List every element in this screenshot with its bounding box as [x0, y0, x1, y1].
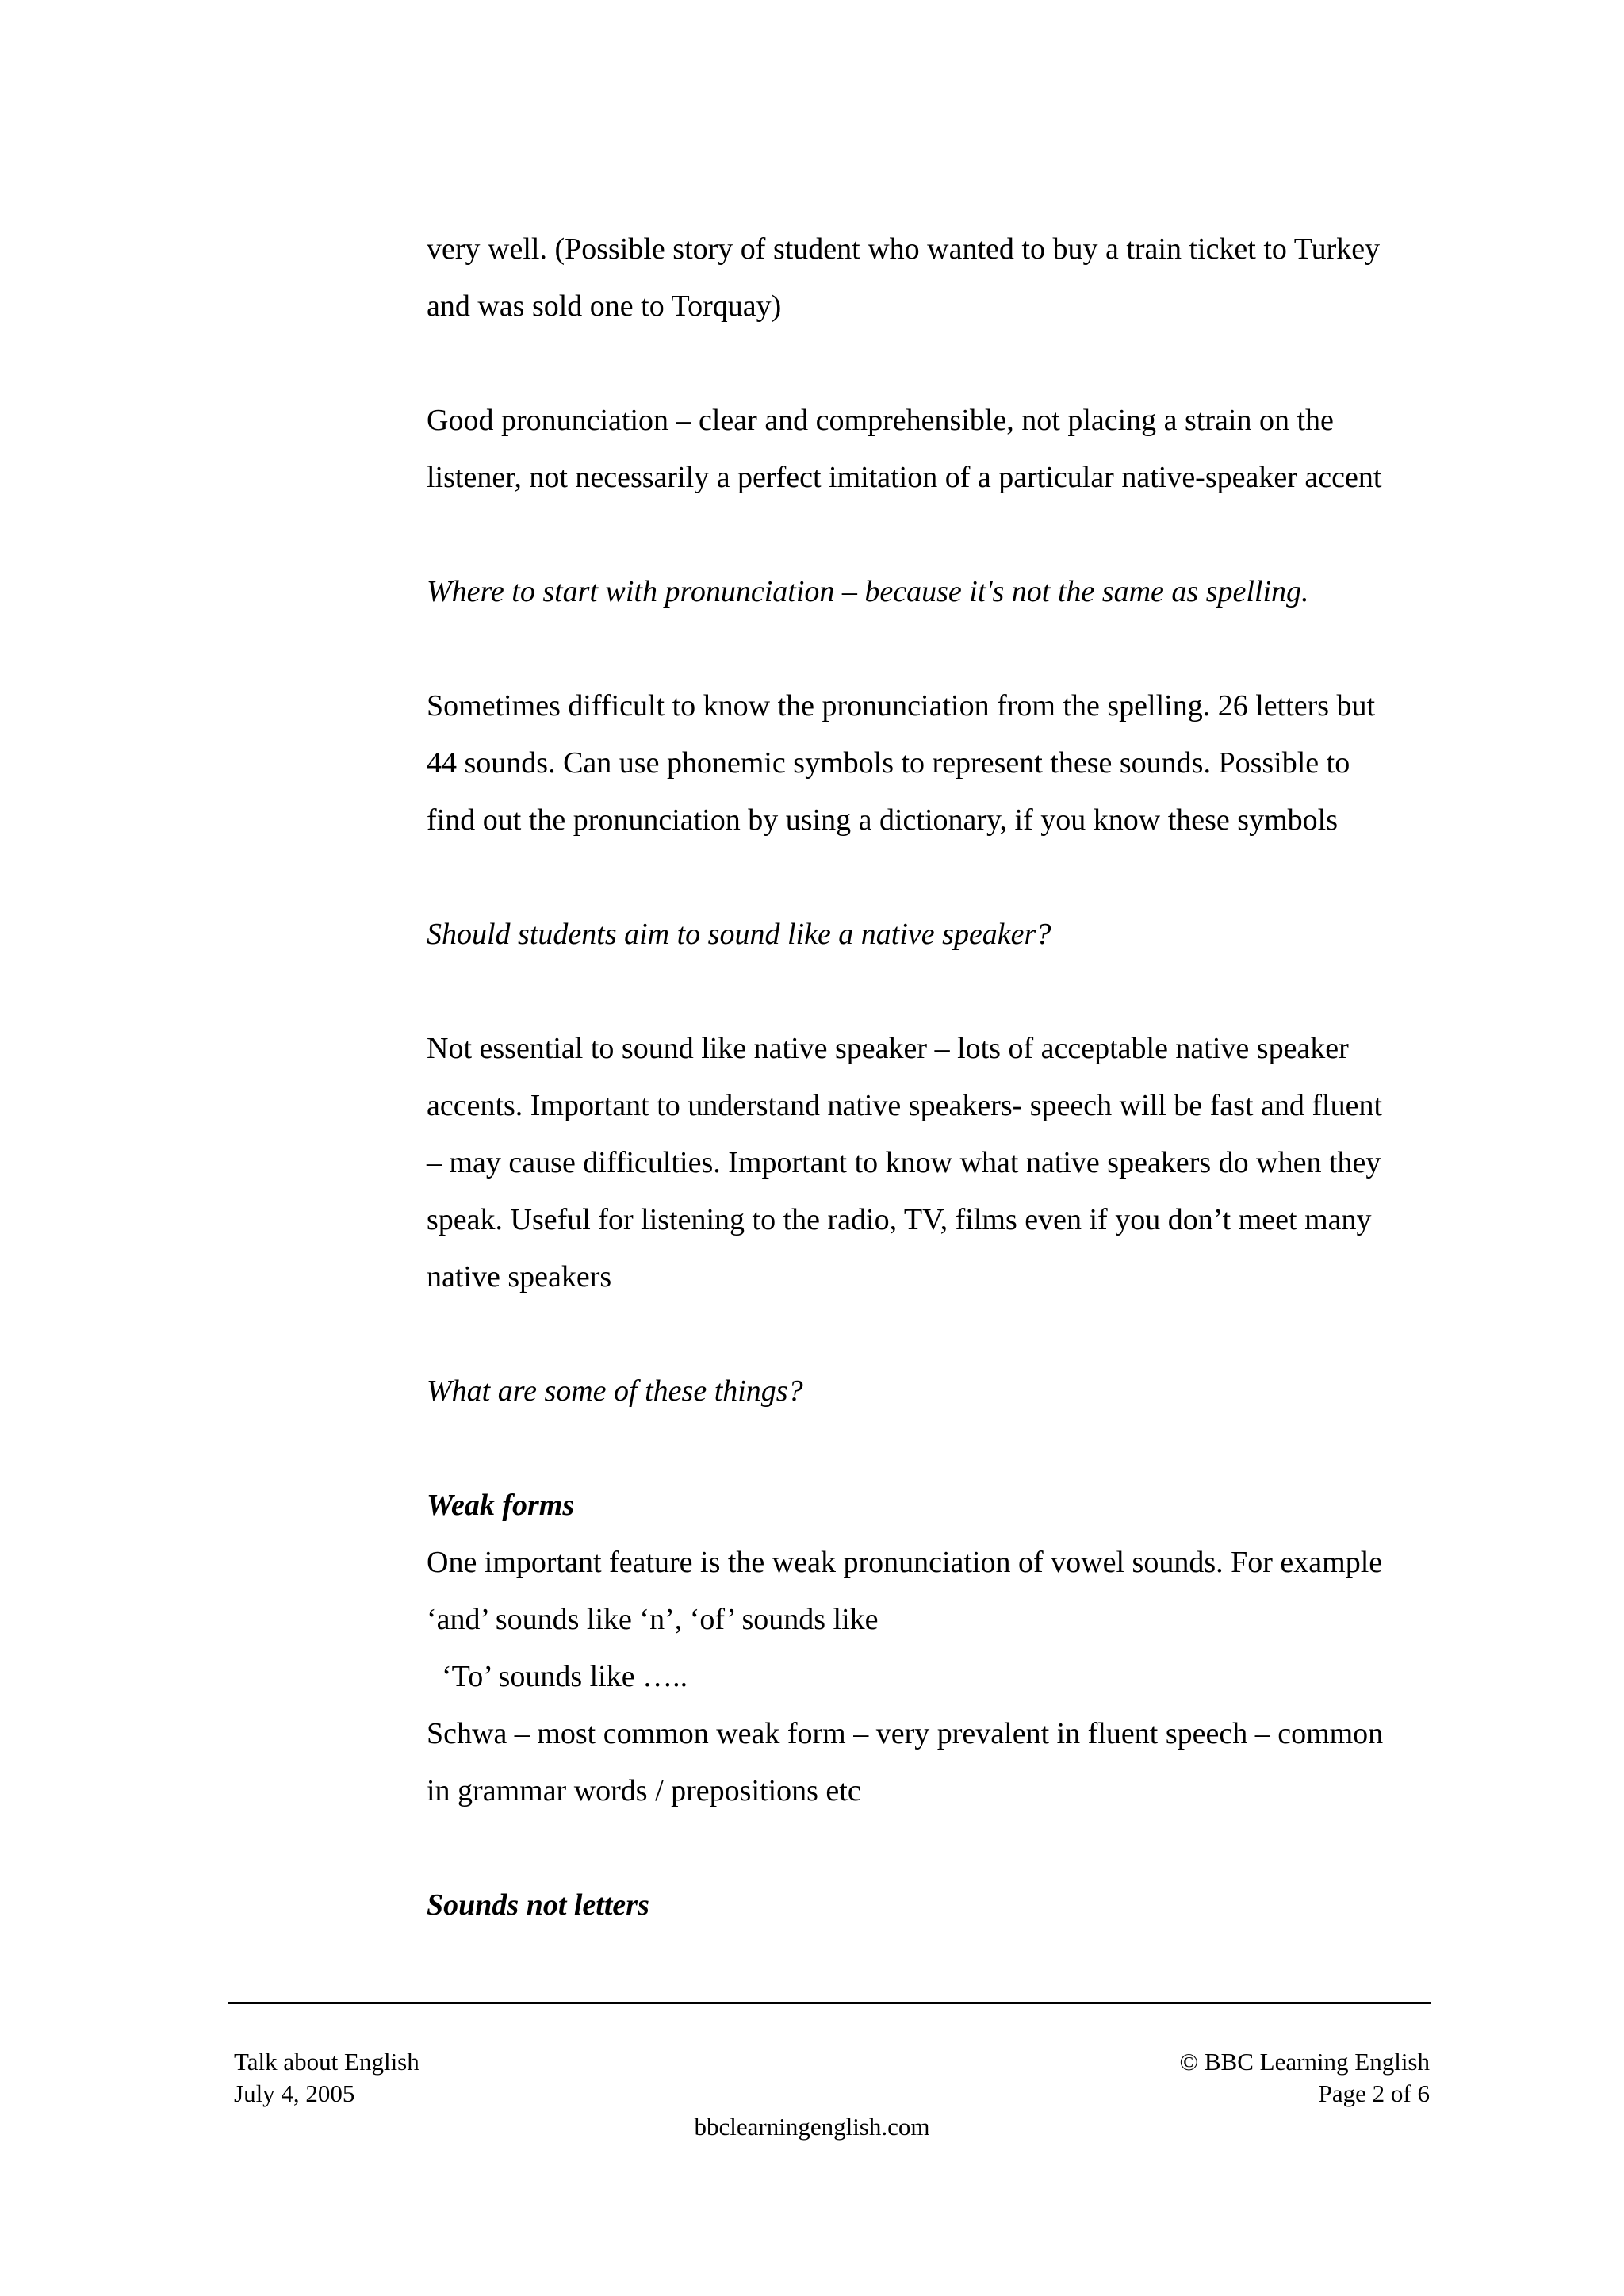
section-question: Should students aim to sound like a native speaker?	[427, 918, 1051, 951]
body-line: listener, not necessarily a perfect imitation of a particular native-speaker accent	[427, 461, 1382, 494]
body-line: Sometimes difficult to know the pronunciation from the spelling. 26 letters but	[427, 689, 1376, 723]
body-line: 44 sounds. Can use phonemic symbols to represent these sounds. Possible to	[427, 746, 1350, 780]
footer-copyright: © BBC Learning English	[1179, 2048, 1430, 2076]
footer-page-number: Page 2 of 6	[1318, 2079, 1430, 2107]
body-line: Not essential to sound like native speaker – lots of acceptable native speaker	[427, 1032, 1349, 1065]
body-line: Schwa – most common weak form – very prevalent in fluent speech – common	[427, 1717, 1384, 1750]
footer-website: bbclearningenglish.com	[694, 2113, 930, 2141]
section-question: Where to start with pronunciation – because it's not the same as spelling.	[427, 575, 1309, 608]
footer-divider	[228, 2002, 1431, 2004]
body-line: accents. Important to understand native speakers- speech will be fast and fluent	[427, 1089, 1383, 1122]
body-line: very well. (Possible story of student who wanted to buy a train ticket to Turkey	[427, 232, 1381, 266]
body-line: native speakers	[427, 1260, 612, 1294]
body-line: – may cause difficulties. Important to know what native speakers do when they	[427, 1146, 1381, 1179]
body-line: Good pronunciation – clear and comprehensible, not placing a strain on the	[427, 404, 1334, 437]
body-line: in grammar words / prepositions etc	[427, 1774, 861, 1807]
body-line: ‘and’ sounds like ‘n’, ‘of’ sounds like	[427, 1603, 879, 1636]
footer-date: July 4, 2005	[234, 2079, 355, 2107]
body-line: find out the pronunciation by using a dictionary, if you know these symbols	[427, 803, 1338, 837]
body-line: ‘To’ sounds like …..	[427, 1660, 688, 1693]
body-line: speak. Useful for listening to the radio, TV, films even if you don’t meet many	[427, 1203, 1372, 1236]
footer-title: Talk about English	[234, 2048, 419, 2076]
section-question: What are some of these things?	[427, 1374, 803, 1408]
section-heading: Weak forms	[427, 1489, 575, 1522]
body-line: and was sold one to Torquay)	[427, 289, 782, 323]
body-line: One important feature is the weak pronunciation of vowel sounds. For example	[427, 1546, 1383, 1579]
section-heading: Sounds not letters	[427, 1888, 649, 1922]
